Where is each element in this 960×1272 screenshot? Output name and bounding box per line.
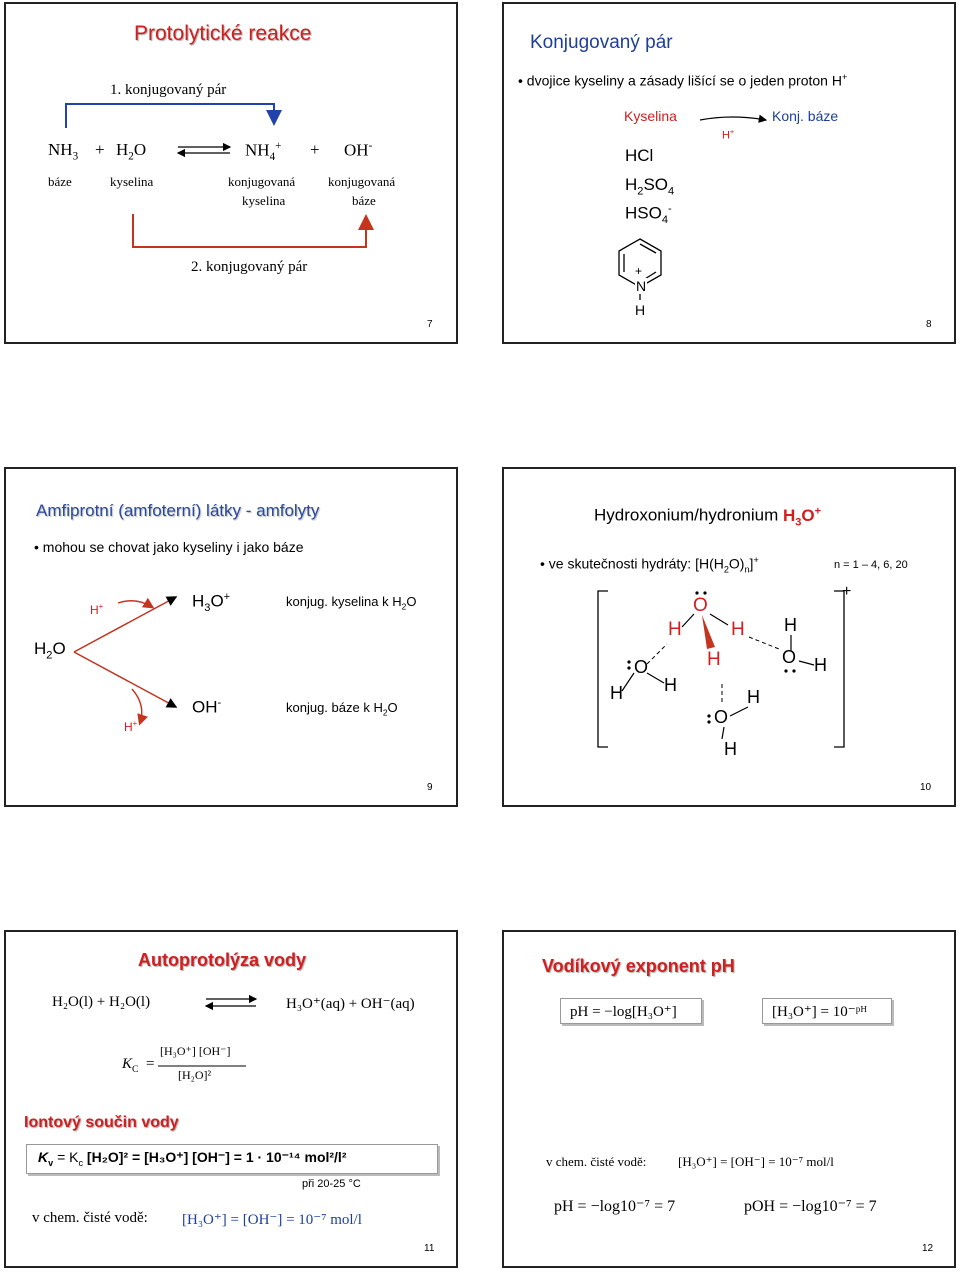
pure-water-value: [H₃O⁺] = [OH⁻] = 10⁻⁷ mol/l (678, 1154, 834, 1169)
slide-12 (502, 930, 956, 1268)
species-oh: OH- (192, 697, 222, 717)
bullet-dot: • (34, 539, 39, 555)
pure-water-label: v chem. čisté vodě: (32, 1210, 148, 1226)
slide-title: Vodíkový exponent pH (542, 956, 735, 976)
atom-h: H (664, 675, 677, 695)
charge-plus: + (842, 583, 852, 600)
label-conj-acid-2: kyselina (242, 193, 286, 208)
atom-o-central: O (693, 595, 708, 616)
label-acid: kyselina (110, 174, 154, 189)
acid-hso4: $HSO_4^-$ (625, 203, 672, 227)
species-h3o: $H_3O^+$ (192, 591, 231, 615)
bullet-item: • ve skutečnosti hydráty: $[H(H_2O)_n]^+$ (540, 555, 759, 575)
kc-symbol: $K_C$ (122, 1056, 139, 1075)
reaction-equation (48, 140, 428, 164)
pair-label-1: 1. konjugovaný pár (110, 82, 227, 98)
slide-7 (4, 2, 458, 344)
ph-calculation: pH = −log10⁻⁷ = 7 (554, 1198, 676, 1215)
acid-note: konjug. kyselina k $H_2O$ (286, 594, 417, 612)
atom-h-left: H (668, 619, 682, 640)
pair-label-2: 2. konjugovaný pár (191, 259, 308, 275)
bullet-dot: • (540, 555, 545, 572)
ring-nitrogen: N (636, 278, 647, 294)
bullet-dot: • (518, 72, 523, 89)
equation-right: H₃O⁺(aq) + OH⁻(aq) (286, 996, 415, 1012)
acid-hcl: HCl (625, 146, 654, 165)
species-h2o: $H_2O$ (116, 140, 147, 163)
page-number: 10 (920, 782, 932, 793)
ring-hydrogen: H (635, 302, 646, 318)
species-nh4: $NH_4^+$ (245, 140, 282, 164)
slide-title: Konjugovaný pár (530, 32, 673, 53)
slide-8 (502, 2, 956, 344)
label-conj-base-2: báze (352, 193, 376, 208)
species-oh: OH- (344, 140, 373, 160)
transfer-arrow (504, 4, 956, 344)
species-h2o: $H_2O$ (34, 639, 66, 662)
hplus-top: H+ (90, 602, 104, 617)
plus-sign: + (310, 140, 320, 159)
atom-o-bottom: O (714, 707, 729, 727)
species-nh3: $NH_3$ (48, 140, 79, 163)
pure-water-value: [H₃O⁺] = [OH⁻] = 10⁻⁷ mol/l (182, 1212, 362, 1228)
atom-o-left: O (634, 657, 649, 677)
hplus-bottom: H+ (124, 719, 138, 734)
slide-title: Amfiprotní (amfoterní) látky - amfolyty (36, 501, 320, 520)
ring-plus: + (635, 264, 643, 278)
ph-definition: pH = −log[H₃O⁺] (570, 1004, 677, 1020)
page-number: 8 (926, 319, 932, 330)
slide-title: Autoprotolýza vody (138, 950, 307, 970)
poh-calculation: pOH = −log10⁻⁷ = 7 (744, 1198, 877, 1215)
atom-h: H (610, 683, 623, 703)
acid-header: Kyselina (624, 108, 677, 124)
temperature-note: při 20-25 °C (302, 1178, 361, 1190)
page-number: 7 (427, 319, 433, 330)
label-conj-base-1: konjugovaná (328, 174, 396, 189)
ion-product-heading: Iontový součin vody (24, 1114, 179, 1131)
concentration-definition: [H₃O⁺] = 10⁻ᵖᴴ (772, 1004, 867, 1020)
slide-9 (4, 467, 458, 807)
slide-11 (4, 930, 458, 1268)
bullet-item: • dvojice kyseliny a zásady lišící se o jeden proton H+ (518, 72, 848, 89)
base-note: konjug. báze k $H_2O$ (286, 700, 398, 718)
label-base: báze (48, 174, 72, 189)
slide-10 (502, 467, 956, 807)
equation-left: H₂O(l) + H₂O(l) (52, 994, 151, 1010)
atom-h: H (747, 687, 760, 707)
atom-o-right: O (782, 647, 797, 667)
atom-h: H (724, 739, 737, 759)
slide-title: Hydroxonium/hydronium $H_3O^+$ (594, 505, 822, 529)
atom-h: H (784, 615, 797, 635)
kc-denominator: [H₂O]² (178, 1068, 212, 1082)
pure-water-label: v chem. čisté vodě: (546, 1154, 647, 1169)
acid-h2so4: $H_2SO_4$ (625, 175, 675, 198)
bullet-item: • mohou se chovat jako kyseliny i jako báze (34, 539, 304, 555)
atom-h-bottom: H (707, 649, 721, 670)
slide-title: Protolytické reakce (134, 22, 312, 45)
atom-h: H (814, 655, 827, 675)
kc-equals: = (146, 1056, 155, 1072)
page-number: 9 (427, 782, 433, 793)
atom-h-right: H (731, 619, 745, 640)
amphoteric-arrows (6, 469, 458, 807)
page-number: 11 (424, 1243, 435, 1254)
plus-sign: + (95, 140, 105, 159)
label-conj-acid-1: konjugovaná (228, 174, 296, 189)
page-number: 12 (922, 1243, 934, 1254)
hplus-label: H+ (722, 128, 735, 142)
n-note: n = 1 – 4, 6, 20 (834, 559, 908, 571)
base-header: Konj. báze (772, 108, 839, 124)
kc-numerator: [H₃O⁺] [OH⁻] (160, 1044, 231, 1058)
ion-product-formula: $K_v = K_c$ [H₂O]² = [H₃O⁺] [OH⁻] = 1 · 10⁻¹⁴ mol²/l² (38, 1149, 347, 1168)
